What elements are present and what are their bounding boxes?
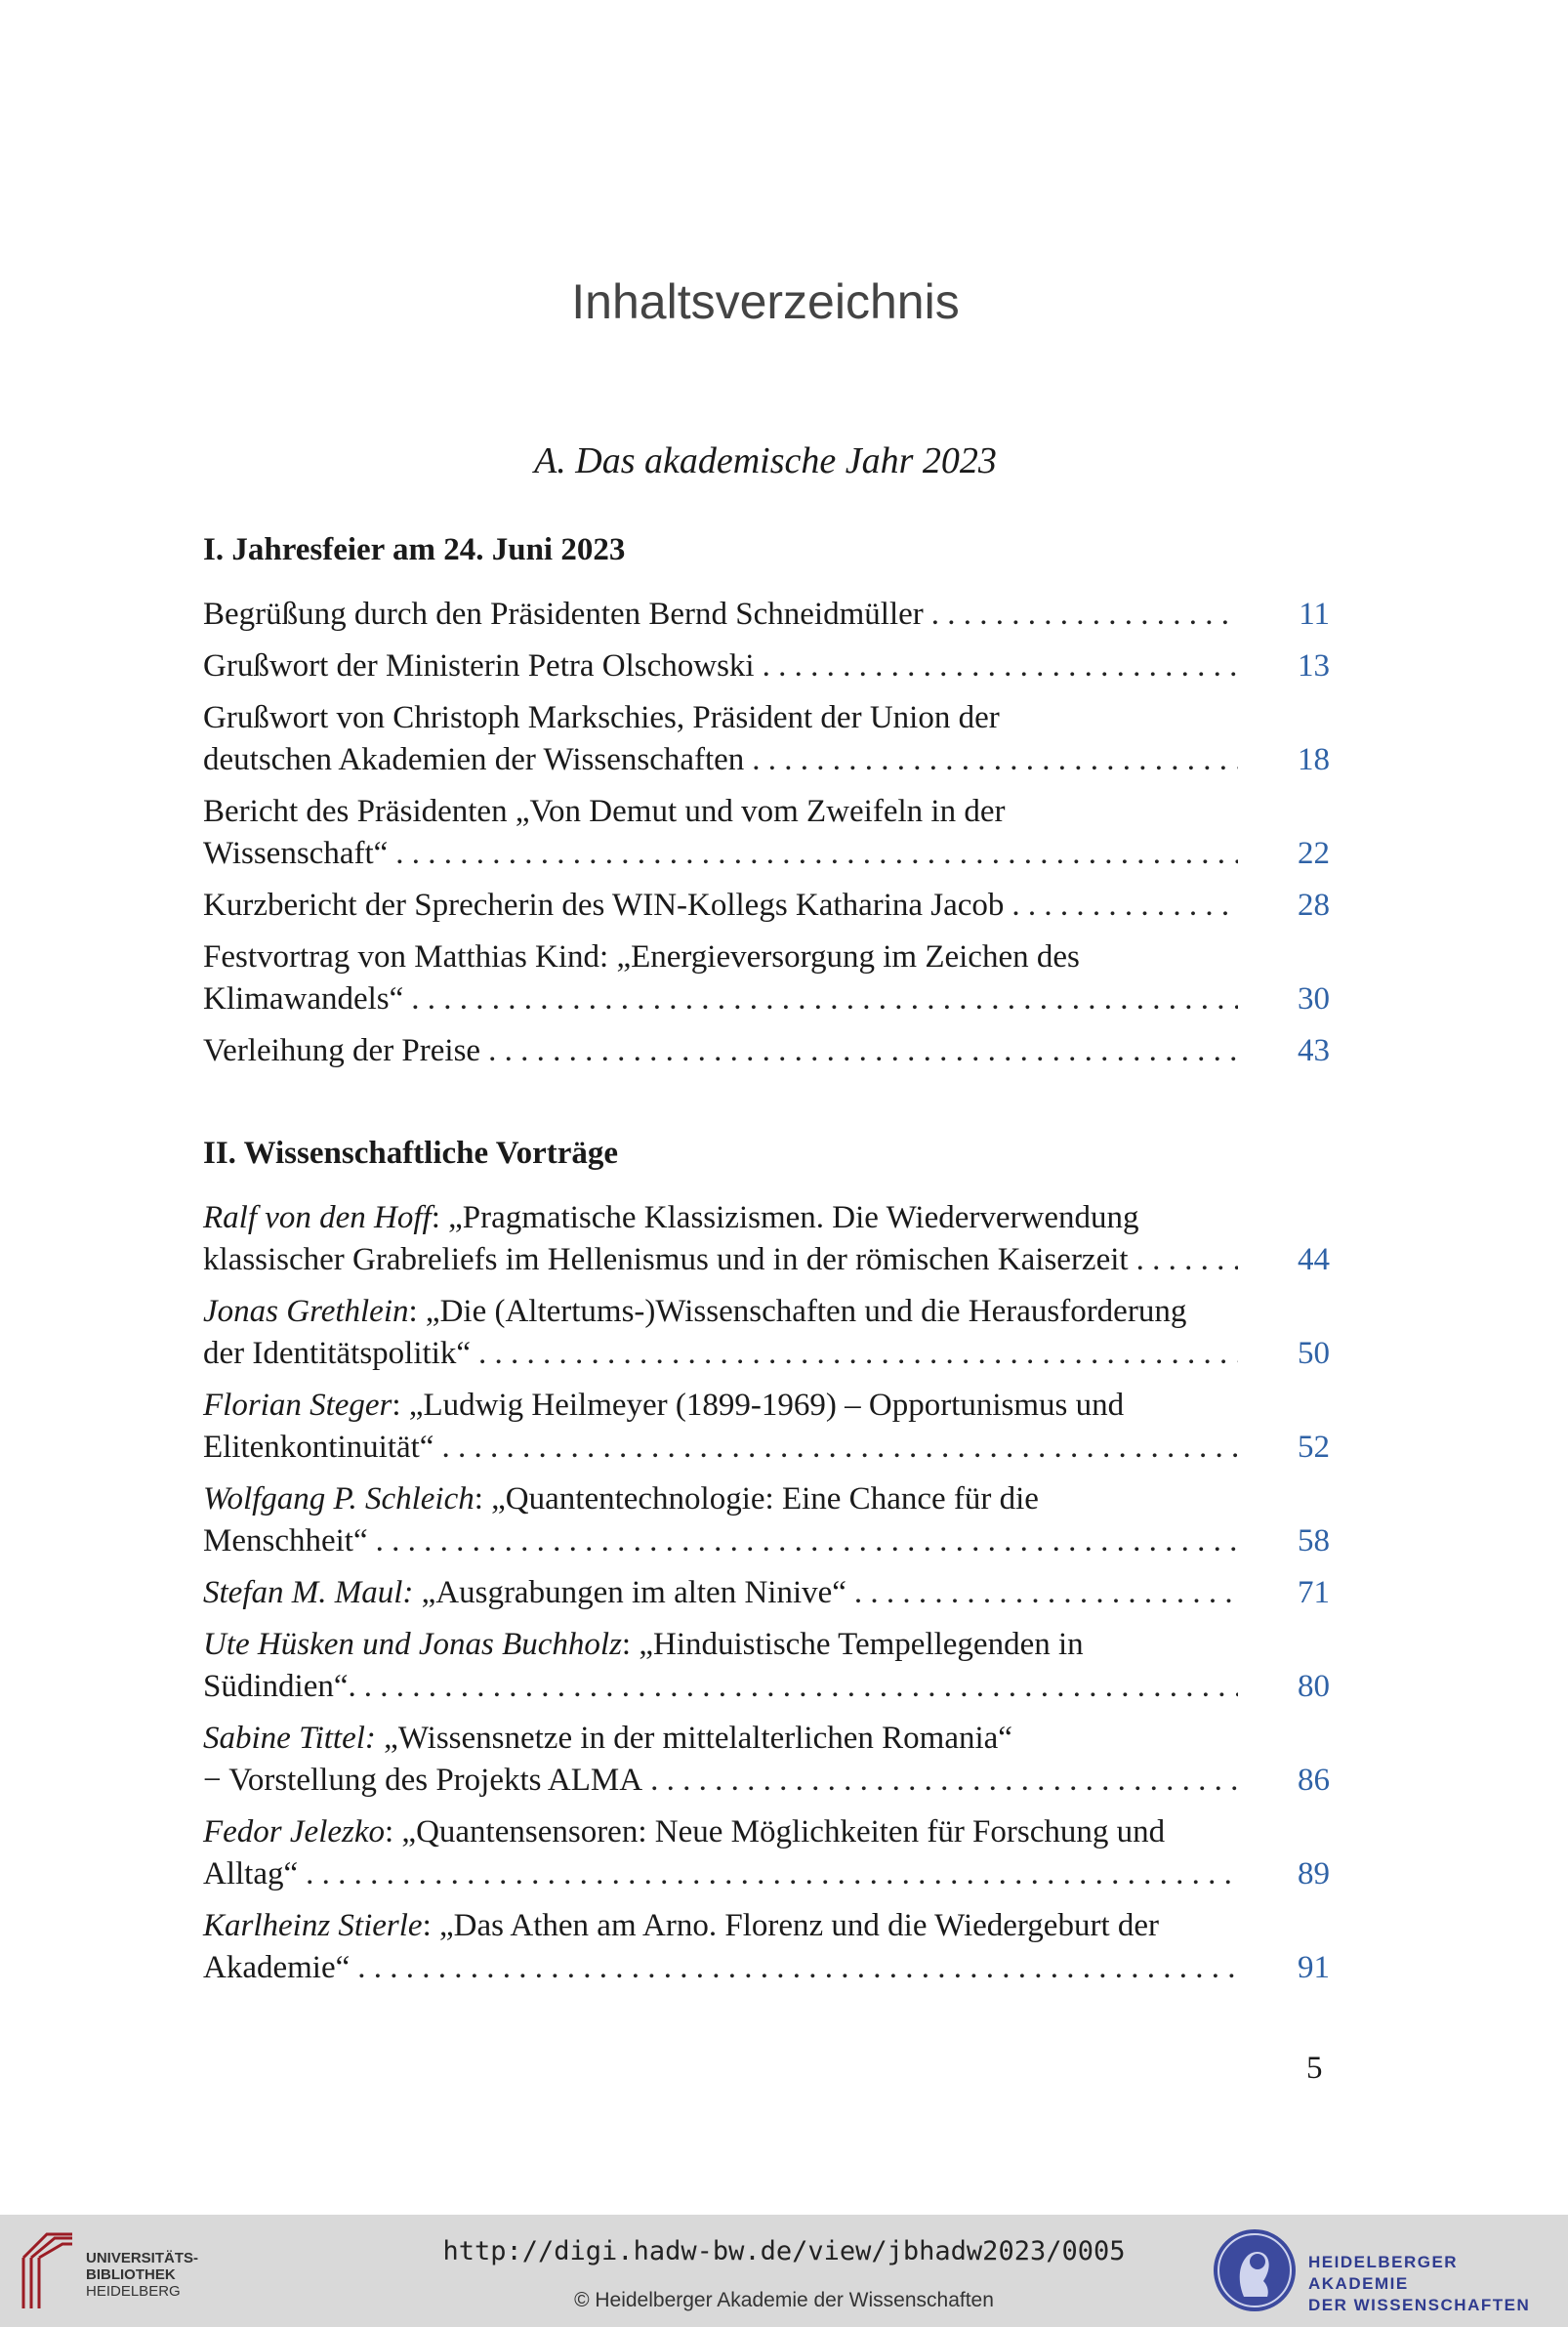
section-heading-2: II. Wissenschaftliche Vorträge xyxy=(203,1136,619,1171)
page-link[interactable]: 13 xyxy=(1298,648,1330,684)
hadw-logo-line-1: HEIDELBERGER AKADEMIE xyxy=(1308,2253,1459,2293)
page-link[interactable]: 11 xyxy=(1299,597,1330,632)
entry-title: Begrüßung durch den Präsidenten Bernd Schneidmüller xyxy=(203,597,924,632)
entry-title-continued: Alltag“ xyxy=(203,1856,299,1891)
leader-dots xyxy=(1011,885,1238,927)
page-link[interactable]: 50 xyxy=(1298,1336,1330,1371)
leader-dots xyxy=(364,1666,1238,1708)
entry-author: Stefan M. Maul: xyxy=(203,1575,414,1610)
entry-title-continued: Wissenschaft“ xyxy=(203,836,389,871)
entry-author: Florian Steger xyxy=(203,1388,392,1423)
leader-dots xyxy=(650,1760,1238,1802)
toc-entry[interactable] xyxy=(203,1905,1330,1989)
page-link[interactable]: 44 xyxy=(1298,1242,1330,1277)
entry-title: : „Pragmatische Klassizismen. Die Wiederverwendung xyxy=(431,1200,1139,1235)
leader-dots xyxy=(488,1030,1238,1072)
hadw-logo[interactable] xyxy=(1209,2224,1560,2317)
section-2-entries xyxy=(203,1197,1330,1989)
page-link[interactable]: 71 xyxy=(1298,1575,1330,1610)
entry-title: Bericht des Präsidenten „Von Demut und vom Zweifeln in der xyxy=(203,794,1006,829)
entry-title-continued: Klimawandels“ xyxy=(203,981,404,1017)
entry-title: „Wissensnetze in der mittelalterlichen Romania“ xyxy=(375,1721,1012,1756)
toc-entry[interactable] xyxy=(203,645,1330,687)
entry-author: Karlheinz Stierle xyxy=(203,1908,423,1943)
entry-title: Grußwort der Ministerin Petra Olschowski xyxy=(203,648,755,684)
entry-title: : „Quantensensoren: Neue Möglichkeiten für Forschung und xyxy=(385,1814,1166,1849)
toc-entry[interactable] xyxy=(203,1030,1330,1072)
ub-logo-line-1: UNIVERSITÄTS- xyxy=(86,2250,199,2266)
entry-author: Sabine Tittel: xyxy=(203,1721,376,1756)
ub-logo-line-2: BIBLIOTHEK xyxy=(86,2266,176,2283)
page-link[interactable]: 28 xyxy=(1298,888,1330,923)
entry-title-continued: klassischer Grabreliefs im Hellenismus und in der römischen Kaiserzeit xyxy=(203,1242,1129,1277)
toc-entry[interactable] xyxy=(203,1385,1330,1469)
entry-title-continued: − Vorstellung des Projekts ALMA xyxy=(203,1763,643,1798)
toc-entry[interactable] xyxy=(203,1572,1330,1614)
entry-title: Grußwort von Christoph Markschies, Präsident der Union der xyxy=(203,700,1000,735)
leader-dots xyxy=(411,978,1238,1020)
entry-title: Verleihung der Preise xyxy=(203,1033,481,1068)
page-link[interactable]: 80 xyxy=(1298,1669,1330,1704)
toc-entry[interactable] xyxy=(203,1291,1330,1375)
copyright-text: © Heidelberger Akademie der Wissenschaften xyxy=(574,2289,994,2311)
page-link[interactable]: 91 xyxy=(1298,1950,1330,1985)
page-link[interactable]: 86 xyxy=(1298,1763,1330,1798)
page-link[interactable]: 89 xyxy=(1298,1856,1330,1891)
entry-title-continued: Menschheit“ xyxy=(203,1523,368,1558)
toc-entry[interactable] xyxy=(203,791,1330,875)
toc-entry[interactable] xyxy=(203,1811,1330,1895)
entry-title: Festvortrag von Matthias Kind: „Energieversorgung im Zeichen des xyxy=(203,939,1080,975)
toc-entry[interactable] xyxy=(203,1718,1330,1802)
entry-author: Ralf von den Hoff xyxy=(203,1200,432,1235)
toc-entry[interactable] xyxy=(203,1624,1330,1708)
entry-title-continued: Südindien“. xyxy=(203,1669,356,1704)
section-heading-1: I. Jahresfeier am 24. Juni 2023 xyxy=(203,532,626,567)
entry-author: Ute Hüsken und Jonas Buchholz xyxy=(203,1627,622,1662)
entry-title-continued: deutschen Akademien der Wissenschaften xyxy=(203,742,745,777)
toc-entry[interactable] xyxy=(203,697,1330,781)
entry-author: Jonas Grethlein xyxy=(203,1294,409,1329)
page-title: Inhaltsverzeichnis xyxy=(571,274,960,329)
page-link[interactable]: 52 xyxy=(1298,1430,1330,1465)
leader-dots xyxy=(478,1333,1238,1375)
toc-entry[interactable] xyxy=(203,885,1330,927)
toc-entry[interactable] xyxy=(203,1478,1330,1562)
toc-entry[interactable] xyxy=(203,936,1330,1020)
leader-dots xyxy=(306,1853,1238,1895)
source-url-link[interactable]: http://digi.hadw-bw.de/view/jbhadw2023/0005 xyxy=(442,2236,1126,2266)
leader-dots xyxy=(376,1520,1238,1562)
page-link[interactable]: 58 xyxy=(1298,1523,1330,1558)
leader-dots xyxy=(441,1427,1238,1469)
entry-title: : „Hinduistische Tempellegenden in xyxy=(621,1627,1084,1662)
leader-dots xyxy=(1136,1239,1238,1281)
page-link[interactable]: 30 xyxy=(1298,981,1330,1017)
entry-title-continued: der Identitätspolitik“ xyxy=(203,1336,472,1371)
entry-title: : „Die (Altertums-)Wissenschaften und die Herausforderung xyxy=(408,1294,1187,1329)
page-link[interactable]: 43 xyxy=(1298,1033,1330,1068)
section-1-entries xyxy=(203,594,1330,1072)
part-title: A. Das akademische Jahr 2023 xyxy=(534,440,997,481)
entry-title: : „Quantentechnologie: Eine Chance für die xyxy=(474,1481,1039,1517)
entry-title-continued: Akademie“ xyxy=(203,1950,351,1985)
entry-author: Wolfgang P. Schleich xyxy=(203,1481,475,1517)
footer-bar xyxy=(0,2215,1568,2327)
leader-dots xyxy=(395,833,1238,875)
leader-dots xyxy=(931,594,1238,636)
page-number: 5 xyxy=(1306,2051,1323,2086)
hadw-logo-line-2: DER WISSENSCHAFTEN xyxy=(1308,2296,1531,2314)
leader-dots xyxy=(357,1947,1238,1989)
toc-entry[interactable] xyxy=(203,594,1330,636)
hadw-seal-icon xyxy=(1209,2224,1300,2316)
leader-dots xyxy=(752,739,1238,781)
leader-dots xyxy=(854,1572,1238,1614)
entry-author: Fedor Jelezko xyxy=(203,1814,385,1849)
entry-title: „Ausgrabungen im alten Ninive“ xyxy=(413,1575,846,1610)
page-link[interactable]: 22 xyxy=(1298,836,1330,871)
ub-logo-line-3: HEIDELBERG xyxy=(86,2283,181,2300)
entry-title: Kurzbericht der Sprecherin des WIN-Kollegs Katharina Jacob xyxy=(203,888,1005,923)
entry-title: : „Das Athen am Arno. Florenz und die Wiedergeburt der xyxy=(422,1908,1160,1943)
toc-entry[interactable] xyxy=(203,1197,1330,1281)
page-link[interactable]: 18 xyxy=(1298,742,1330,777)
leader-dots xyxy=(763,645,1238,687)
entry-title: : „Ludwig Heilmeyer (1899-1969) – Opportunismus und xyxy=(392,1388,1125,1423)
table-of-contents xyxy=(203,527,1330,1999)
entry-title-continued: Elitenkontinuität“ xyxy=(203,1430,434,1465)
